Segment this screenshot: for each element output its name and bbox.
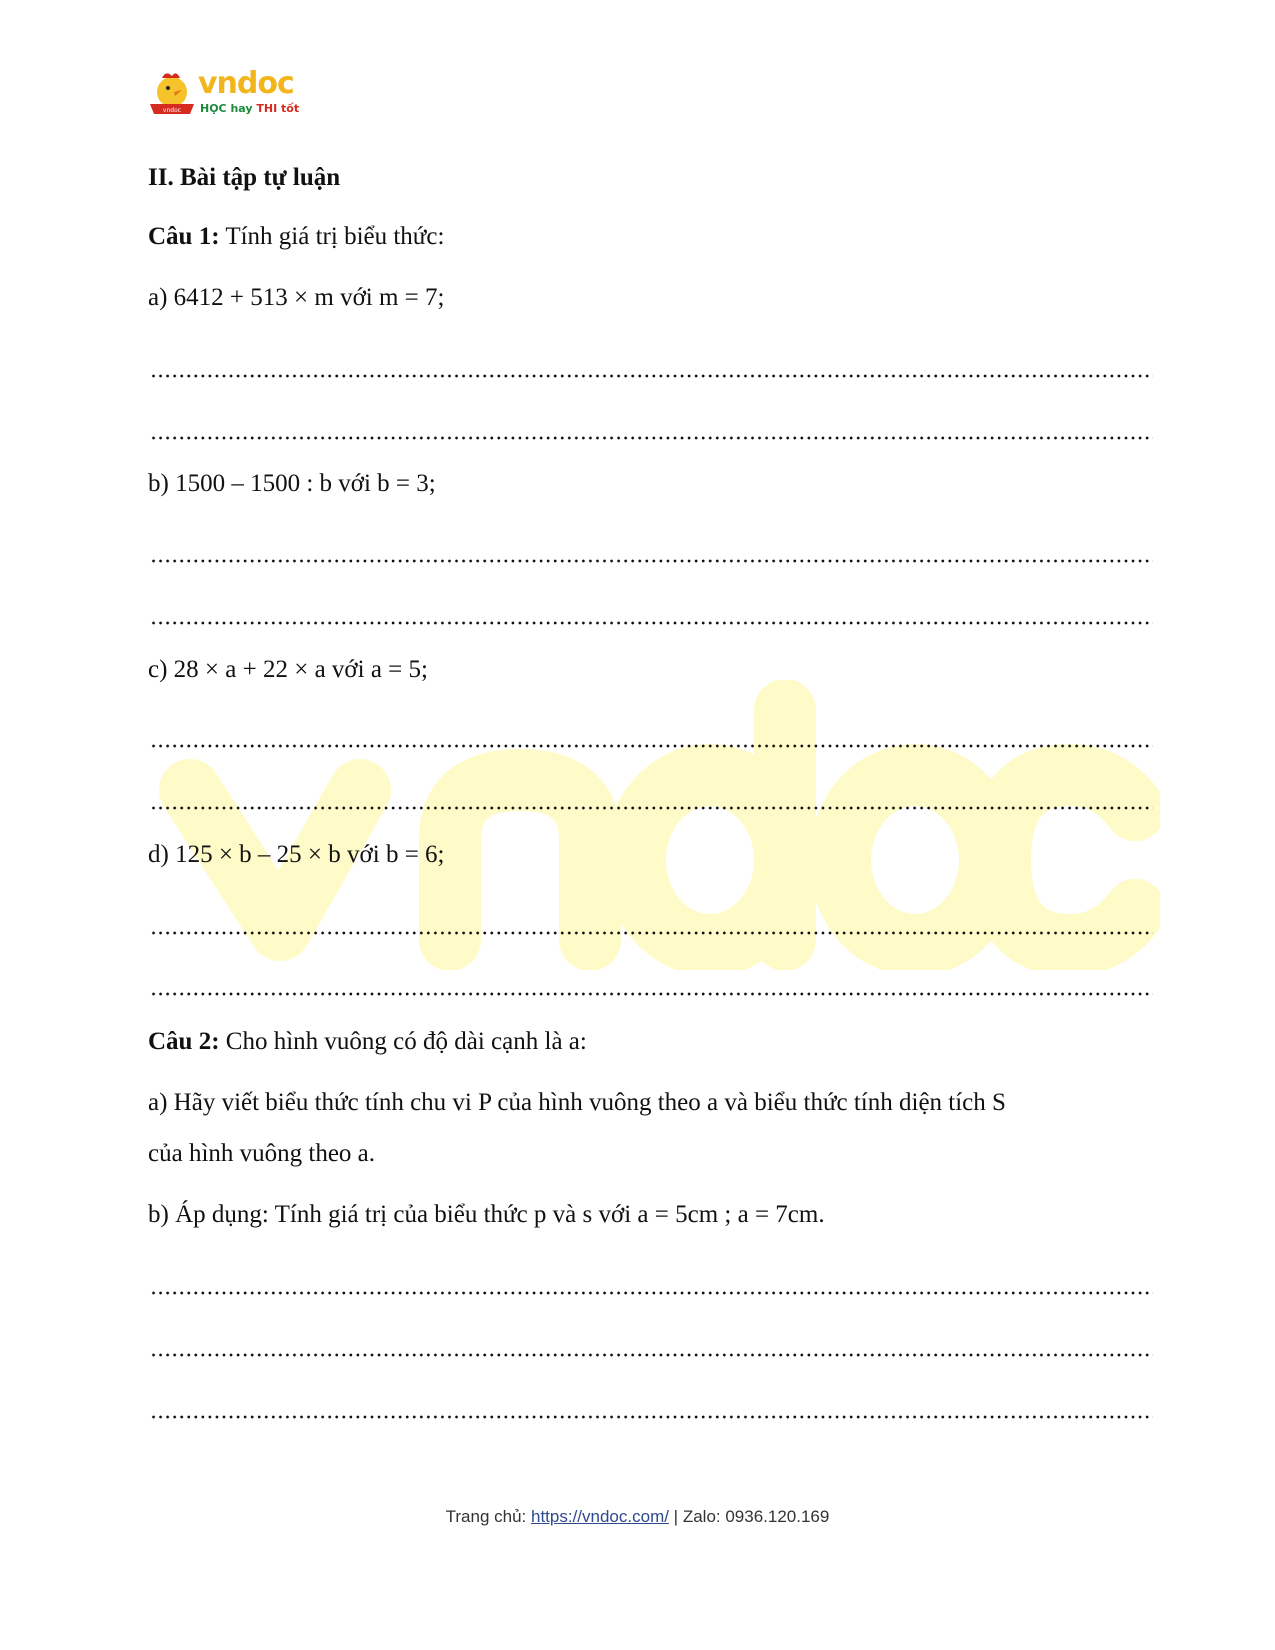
question-1-item-a: a) 6412 + 513 × m với m = 7;	[148, 284, 445, 311]
answer-line	[150, 806, 1153, 810]
chicken-mascot-icon	[148, 70, 196, 118]
answer-line	[150, 744, 1153, 748]
answer-line	[150, 931, 1153, 935]
answer-line	[150, 1415, 1153, 1419]
question-2-item-b: b) Áp dụng: Tính giá trị của biểu thức p và s với a = 5cm ; a = 7cm.	[148, 1201, 825, 1228]
answer-line	[150, 374, 1153, 378]
section-heading: II. Bài tập tự luận	[148, 164, 341, 191]
question-2-item-a-line1: a) Hãy viết biểu thức tính chu vi P của hình vuông theo a và biểu thức tính diện tích S	[148, 1089, 1006, 1116]
svg-text:vndoc: vndoc	[162, 107, 182, 114]
answer-line	[150, 436, 1153, 440]
question-1-item-c: c) 28 × a + 22 × a với a = 5;	[148, 656, 428, 683]
footer-zalo: Zalo: 0936.120.169	[682, 1507, 830, 1526]
logo-brand: vndoc	[198, 66, 294, 101]
vndoc-logo	[148, 66, 308, 122]
page-footer	[0, 1507, 1275, 1527]
answer-line	[150, 992, 1153, 996]
question-1-item-b: b) 1500 – 1500 : b với b = 3;	[148, 470, 436, 497]
footer-separator: |	[668, 1507, 683, 1526]
answer-line	[150, 1353, 1153, 1357]
question-1-title: Câu 1: Tính giá trị biểu thức:	[148, 223, 445, 250]
vndoc-watermark	[150, 680, 1160, 970]
answer-line	[150, 1291, 1153, 1295]
answer-line	[150, 621, 1153, 625]
homepage-link[interactable]: https://vndoc.com/	[531, 1507, 669, 1526]
question-2-title: Câu 2: Cho hình vuông có độ dài cạnh là a:	[148, 1028, 587, 1055]
question-2-item-a-line2: của hình vuông theo a.	[148, 1140, 376, 1167]
question-1-item-d: d) 125 × b – 25 × b với b = 6;	[148, 841, 445, 868]
footer-prefix: Trang chủ:	[445, 1507, 531, 1526]
answer-line	[150, 559, 1153, 563]
logo-tagline: HỌC hay THI tốt	[200, 102, 300, 115]
